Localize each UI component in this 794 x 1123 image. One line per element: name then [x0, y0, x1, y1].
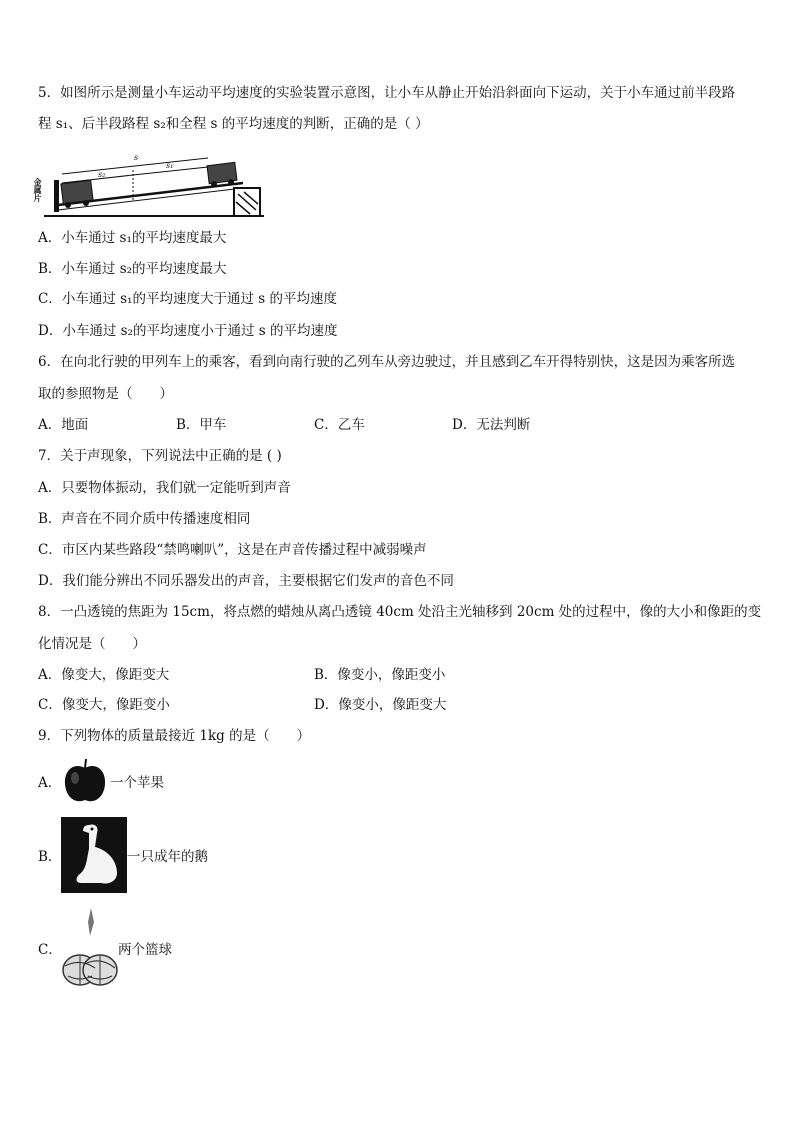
metal-plate-label: 金属片	[33, 178, 43, 202]
q7-option-d: D．我们能分辨出不同乐器发出的声音，主要根据它们发声的音色不同	[38, 573, 454, 589]
q7-stem: 7．关于声现象，下列说法中正确的是 ( )	[38, 448, 282, 464]
q5-stem-line2: 程 s₁、后半段路程 s₂和全程 s 的平均速度的判断，正确的是（ ）	[38, 116, 429, 132]
q9-option-c-letter: C．	[38, 942, 62, 958]
q5-option-b: B．小车通过 s₂的平均速度最大	[38, 261, 227, 277]
q7-option-c: C．市区内某些路段“禁鸣喇叭”，这是在声音传播过程中减弱噪声	[38, 542, 427, 558]
q9-option-b-letter: B．	[38, 849, 62, 865]
q5-option-c: C．小车通过 s₁的平均速度大于通过 s 的平均速度	[38, 291, 337, 307]
q8-option-b: B．像变小，像距变小	[314, 667, 446, 683]
q5-option-d: D．小车通过 s₂的平均速度小于通过 s 的平均速度	[38, 323, 338, 339]
basketball-icon	[60, 906, 120, 990]
q9-option-c-text: 两个篮球	[118, 942, 172, 958]
q6-option-c: C．乙车	[314, 417, 365, 433]
goose-icon	[61, 817, 127, 893]
metal-plate	[54, 180, 59, 212]
q6-option-d: D．无法判断	[452, 417, 531, 433]
q8-stem-line1: 8．一凸透镜的焦距为 15cm，将点燃的蜡烛从离凸透镜 40cm 处沿主光轴移到 20cm 处的过程中，像的大小和像距的变	[38, 604, 762, 620]
q9-stem: 9．下列物体的质量最接近 1kg 的是（ ）	[38, 728, 311, 744]
q6-option-a: A．地面	[38, 417, 89, 433]
label-s: s	[134, 153, 139, 162]
q6-stem-line2: 取的参照物是（ ）	[38, 386, 173, 402]
label-s2: s₂	[98, 170, 106, 179]
q5-option-a: A．小车通过 s₁的平均速度最大	[38, 230, 227, 246]
q6-stem-line1: 6．在向北行驶的甲列车上的乘客，看到向南行驶的乙列车从旁边驶过，并且感到乙车开得特别快，这是因为乘客所选	[38, 354, 736, 370]
q5-stem-line1: 5．如图所示是测量小车运动平均速度的实验装置示意图，让小车从静止开始沿斜面向下运动，关于小车通过前半段路	[38, 85, 736, 101]
q7-option-b: B．声音在不同介质中传播速度相同	[38, 511, 251, 527]
q9-option-b-text: 一只成年的鹅	[127, 849, 208, 865]
cart-upper	[207, 162, 237, 187]
q6-option-b: B．甲车	[176, 417, 227, 433]
q8-stem-line2: 化情况是（ ）	[38, 636, 146, 652]
q9-option-a-letter: A．	[38, 775, 62, 791]
q8-option-d: D．像变小，像距变大	[314, 697, 447, 713]
q7-option-a: A．只要物体振动，我们就一定能听到声音	[38, 480, 291, 496]
label-s1: s₁	[166, 161, 174, 170]
apple-icon	[60, 756, 110, 806]
q8-option-a: A．像变大，像距变大	[38, 667, 170, 683]
q8-option-c: C．像变大，像距变小	[38, 697, 170, 713]
q9-option-a-text: 一个苹果	[110, 775, 164, 791]
incline-cart-figure	[33, 150, 268, 220]
